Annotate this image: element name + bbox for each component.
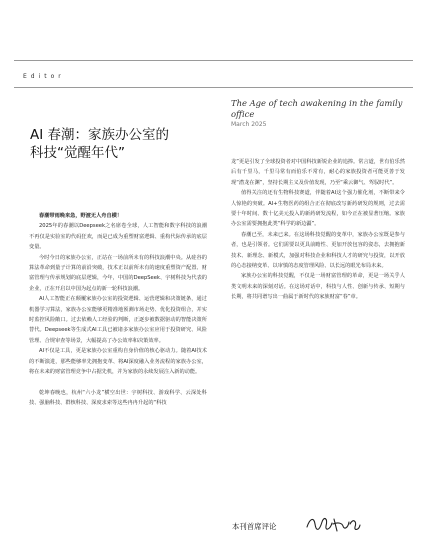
body-paragraph: 春潮已至，未来已来。在这场科技觉醒的变革中，家族办公室既是参与者，也是引领者。它们需要以更具前瞻性、更加开放包容的姿态，去拥抱新技术、新理念、新模式，加强对科技企业和科技人才的研究与投资，以开放的心态接纳变革、以审慎的态度管理风险、以长远的眼光布局未来。 xyxy=(231,231,405,270)
body-paragraph: 2025年的春潮以Deepseek之名席卷全球，人工智能和数字科技的浪潮不再仅是实验室的代码狂欢，而是已成为重塑财富逻辑、重构代际传承的底层变量。 xyxy=(29,223,207,251)
right-column xyxy=(231,157,405,303)
issue-date: March 2025 xyxy=(231,121,267,128)
body-paragraph: 值得关注的还有生物科技赛道，伴随着AI这个强力催化剂，不断带来令人惊艳的突破。AI+生物医药的组合正在彻底改写新药研发的规则，过去需要十年时间、数十亿美元投入的新药研发流程，如今正在被显著压缩。家族办公室需要拥抱此类“科学的新边疆”。 xyxy=(231,190,405,228)
body-paragraph: AI不仅是工具，更是家族办公室重构自身价值的核心驱动力。随着AI技术的不断演进，那些能够率先拥抱变革、将AI深度融入业务流程的家族办公室，将在未来的财富管理竞争中占据先机，并为家族的永续发展注入新的动能。 xyxy=(29,348,207,376)
article-title-line1: AI 春潮：家族办公室的 xyxy=(30,127,170,143)
signature-label: 本刊首席评论 xyxy=(232,522,277,531)
english-title: The Age of tech awakening in the family office xyxy=(231,98,403,119)
lead-sentence: 春潮带雨晚来急，野渡无人舟自横！ xyxy=(39,213,123,219)
left-column xyxy=(29,211,207,408)
body-paragraph: 今时今日的家族办公室，正站在一场前所未有的科技浪潮中央。从硅谷的算法革命到量子计算的前沿突破，技术正以前所未有的速度重塑资产配置、财富管理与传承规划的底层逻辑，今年，中国的DeepSeek、宇树科技为代表的企业，正在开启以中国为起点的新一轮科技浪潮。 xyxy=(29,254,207,292)
body-paragraph: 家族办公室的科技觉醒，不仅是一场财富管理的革命，更是一场关乎人类文明未来的深刻对话。在这场对话中，科技与人性、创新与传承、短期与长期，将共同谱写出一曲属于新时代的家族财富“春”章。 xyxy=(231,273,405,301)
body-paragraph: 乾坤春晚也，杭州“六小龙”横空出世：宇树科技、游戏科学、云深处科技、强脑科技、群核科技、深度求索等这些冉冉升起的“科技 xyxy=(29,389,207,406)
article-title xyxy=(30,126,220,162)
header-rule-bottom xyxy=(14,87,413,88)
handwritten-signature xyxy=(304,512,362,536)
body-paragraph: AI人工智能正在颠覆家族办公室的投资逻辑、运营逻辑和决策链条，通过机器学习算法，家族办公室能够更精准地预测市场走势、优化投资组合，并实时监控风险敞口。过去依赖人工经验的判断，正逐步被数据驱动的智能决策所替代。Deepseek等生成式AI工具已被诸多家族办公室应用于投资研究、风险管理、合规审查等场景，大幅提高了办公效率和决策效率。 xyxy=(29,296,207,344)
body-paragraph: 龙”更是引发了全球投资者对中国科技新锐企业的追捧。常言道，世有伯乐然后有千里马，千里马常有而伯乐不常有，耐心的家族投资者可能更善于发现“潜龙在渊”，坚持长期主义及价值发现，乃至“乘云御气、驾驭时代”。 xyxy=(231,159,405,186)
section-label: Editor xyxy=(23,73,65,80)
header-rule-top xyxy=(14,60,413,61)
article-title-line2: 科技“觉醒年代” xyxy=(30,145,125,161)
